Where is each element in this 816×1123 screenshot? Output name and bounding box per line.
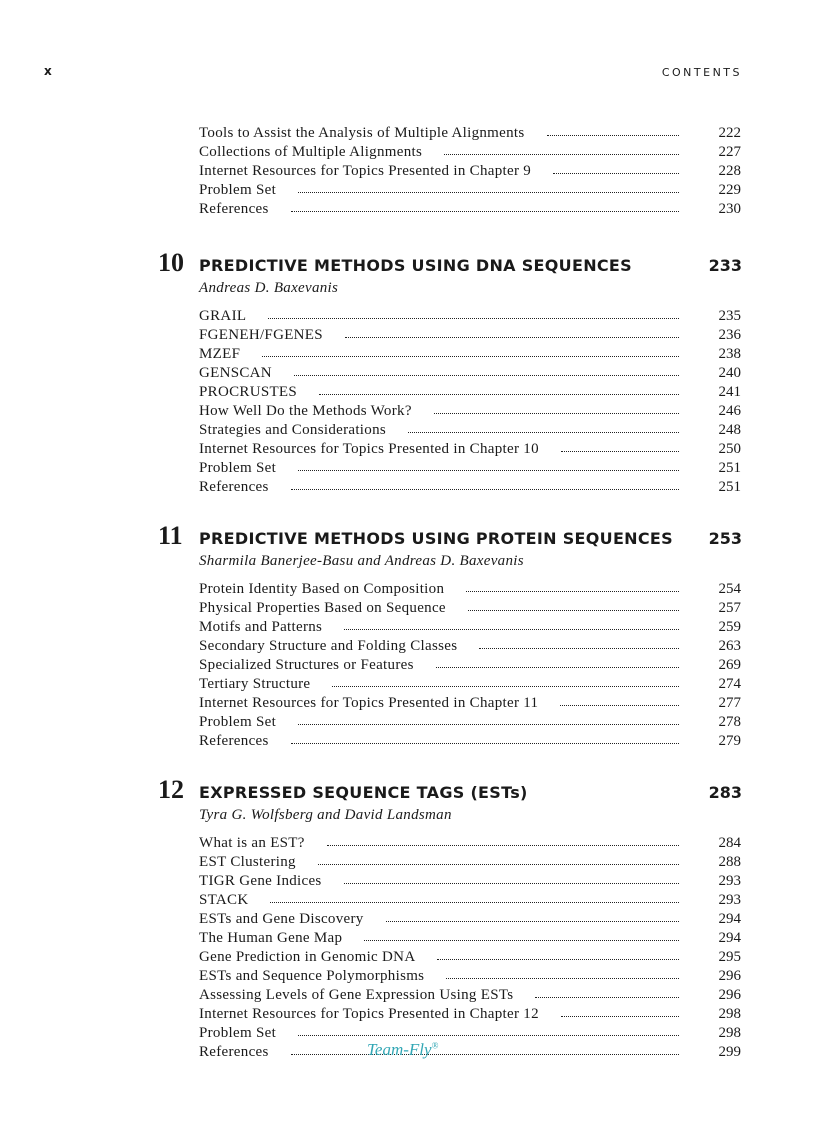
toc-entry-title: Internet Resources for Topics Presented in Chapter 10 (199, 441, 539, 457)
toc-entry-title: PROCRUSTES (199, 384, 298, 400)
dot-leader (434, 410, 679, 414)
dot-leader (268, 315, 679, 319)
toc-entry-page: 269 (718, 657, 741, 673)
toc-entry[interactable] (199, 479, 741, 498)
dot-leader (553, 170, 679, 174)
toc-entry-title: Problem Set (199, 182, 277, 198)
chapter-title: EXPRESSED SEQUENCE TAGS (ESTs) (199, 783, 528, 802)
dot-leader (466, 588, 679, 592)
toc-entry-page: 228 (718, 163, 741, 179)
toc-entry[interactable] (199, 892, 741, 911)
toc-entry[interactable] (199, 638, 741, 657)
toc-entry[interactable] (199, 911, 741, 930)
toc-entry-title: Tools to Assist the Analysis of Multiple Alignments (199, 125, 525, 141)
dot-leader (270, 899, 679, 903)
dot-leader (291, 208, 679, 212)
dot-leader (298, 189, 679, 193)
chapter-heading[interactable] (0, 775, 816, 807)
toc-entry[interactable] (199, 581, 741, 600)
toc-entry-page: 296 (718, 987, 741, 1003)
toc-entry[interactable] (199, 308, 741, 327)
dot-leader (262, 353, 679, 357)
dot-leader (364, 937, 679, 941)
toc-entry-title: Secondary Structure and Folding Classes (199, 638, 458, 654)
toc-entry-title: ESTs and Gene Discovery (199, 911, 364, 927)
dot-leader (345, 334, 679, 338)
dot-leader (437, 956, 679, 960)
toc-entry-title: Gene Prediction in Genomic DNA (199, 949, 416, 965)
registered-mark: ® (431, 1040, 439, 1051)
toc-entry[interactable] (199, 676, 741, 695)
toc-entry-page: 240 (718, 365, 741, 381)
toc-entry-page: 294 (718, 930, 741, 946)
toc-entry-page: 236 (718, 327, 741, 343)
intro-entries (0, 125, 816, 220)
toc-entry-page: 274 (718, 676, 741, 692)
toc-entry-title: Assessing Levels of Gene Expression Using ESTs (199, 987, 514, 1003)
toc-entry-page: 235 (718, 308, 741, 324)
chapter-page: 233 (708, 256, 742, 275)
toc-entry[interactable] (199, 600, 741, 619)
chapter-number: 12 (158, 775, 184, 804)
toc-entry-title: What is an EST? (199, 835, 305, 851)
toc-entry-page: 277 (718, 695, 741, 711)
chapter-page: 283 (708, 783, 742, 802)
chapter-authors: Tyra G. Wolfsberg and David Landsman (199, 807, 452, 823)
dot-leader (298, 721, 679, 725)
toc-entry-title: References (199, 479, 269, 495)
chapter-10 (0, 248, 816, 498)
toc-entry-title: Strategies and Considerations (199, 422, 387, 438)
toc-entry[interactable] (199, 163, 741, 182)
chapter-title: PREDICTIVE METHODS USING DNA SEQUENCES (199, 256, 632, 275)
dot-leader (298, 467, 679, 471)
dot-leader (535, 994, 679, 998)
chapter-12 (0, 775, 816, 1063)
toc-entry[interactable] (199, 460, 741, 479)
toc-entry[interactable] (199, 1006, 741, 1025)
toc-entry-page: 293 (718, 873, 741, 889)
toc-entry-title: Problem Set (199, 1025, 277, 1041)
toc-entry-page: 222 (718, 125, 741, 141)
dot-leader (318, 861, 679, 865)
toc-entry-title: References (199, 1044, 269, 1060)
toc-entry-title: Tertiary Structure (199, 676, 311, 692)
dot-leader (344, 626, 679, 630)
toc-entry[interactable] (199, 1025, 741, 1044)
toc-entry-title: References (199, 201, 269, 217)
toc-entry[interactable] (199, 403, 741, 422)
toc-entry-page: 230 (718, 201, 741, 217)
dot-leader (291, 486, 679, 490)
toc-entry-page: 251 (718, 460, 741, 476)
watermark-text: Team-Fly (367, 1040, 432, 1059)
dot-leader (327, 842, 679, 846)
toc-entry-page: 294 (718, 911, 741, 927)
toc-entry-page: 263 (718, 638, 741, 654)
chapter-11 (0, 521, 816, 752)
toc-entry-page: 278 (718, 714, 741, 730)
toc-entry-page: 254 (718, 581, 741, 597)
toc-entry-page: 259 (718, 619, 741, 635)
toc-entry[interactable] (199, 873, 741, 892)
toc-entry-page: 295 (718, 949, 741, 965)
toc-entry-page: 299 (718, 1044, 741, 1060)
toc-entry-title: Problem Set (199, 460, 277, 476)
toc-entry-page: 284 (718, 835, 741, 851)
toc-entry[interactable] (199, 930, 741, 949)
toc-entry-page: 298 (718, 1006, 741, 1022)
dot-leader (291, 740, 679, 744)
chapter-page: 253 (708, 529, 742, 548)
dot-leader (479, 645, 679, 649)
toc-entry[interactable] (199, 695, 741, 714)
toc-entry[interactable] (199, 835, 741, 854)
toc-entry-page: 229 (718, 182, 741, 198)
toc-entry-title: Collections of Multiple Alignments (199, 144, 423, 160)
toc-entry[interactable] (199, 125, 741, 144)
toc-entry-page: 279 (718, 733, 741, 749)
dot-leader (386, 918, 679, 922)
chapter-number: 11 (158, 521, 183, 550)
dot-leader (561, 448, 679, 452)
chapter-number: 10 (158, 248, 184, 277)
toc-entry[interactable] (199, 144, 741, 163)
dot-leader (446, 975, 679, 979)
toc-entry-title: FGENEH/FGENES (199, 327, 323, 343)
toc-entry[interactable] (199, 949, 741, 968)
toc-entry-page: 241 (718, 384, 741, 400)
toc-entry-page: 248 (718, 422, 741, 438)
toc-entry-title: ESTs and Sequence Polymorphisms (199, 968, 425, 984)
toc-entry[interactable] (199, 714, 741, 733)
dot-leader (319, 391, 679, 395)
toc-entry-title: Problem Set (199, 714, 277, 730)
toc-entry[interactable] (199, 201, 741, 220)
toc-entry-title: TIGR Gene Indices (199, 873, 322, 889)
toc-entry-page: 246 (718, 403, 741, 419)
toc-entry-page: 296 (718, 968, 741, 984)
toc-entry-title: STACK (199, 892, 249, 908)
toc-entry[interactable] (199, 968, 741, 987)
toc-entry[interactable] (199, 422, 741, 441)
running-head: CONTENTS (661, 66, 742, 79)
toc-entry[interactable] (199, 733, 741, 752)
toc-entry-title: Physical Properties Based on Sequence (199, 600, 446, 616)
toc-entry[interactable] (199, 327, 741, 346)
toc-entry-page: 298 (718, 1025, 741, 1041)
toc-entry-page: 257 (718, 600, 741, 616)
toc-entry[interactable] (199, 441, 741, 460)
dot-leader (560, 702, 679, 706)
toc-entry[interactable] (199, 657, 741, 676)
dot-leader (561, 1013, 679, 1017)
dot-leader (444, 151, 679, 155)
toc-entry-title: MZEF (199, 346, 241, 362)
toc-entry-page: 250 (718, 441, 741, 457)
toc-entry-page: 293 (718, 892, 741, 908)
toc-entry-title: Internet Resources for Topics Presented in Chapter 11 (199, 695, 539, 711)
toc-entry[interactable] (199, 1044, 741, 1063)
toc-entry-title: How Well Do the Methods Work? (199, 403, 412, 419)
chapter-authors: Andreas D. Baxevanis (199, 280, 339, 296)
toc-entry-page: 238 (718, 346, 741, 362)
toc-entry-title: Internet Resources for Topics Presented in Chapter 9 (199, 163, 532, 179)
team-fly-watermark (367, 1040, 438, 1060)
dot-leader (291, 1051, 679, 1055)
toc-entry-title: The Human Gene Map (199, 930, 343, 946)
toc-entry-title: Specialized Structures or Features (199, 657, 414, 673)
dot-leader (298, 1032, 679, 1036)
chapter-authors: Sharmila Banerjee-Basu and Andreas D. Baxevanis (199, 553, 524, 569)
chapter-heading[interactable] (0, 248, 816, 280)
toc-entry-page: 227 (718, 144, 741, 160)
dot-leader (468, 607, 679, 611)
dot-leader (547, 132, 679, 136)
toc-entry-title: References (199, 733, 269, 749)
toc-entry[interactable] (199, 987, 741, 1006)
toc-entry[interactable] (199, 365, 741, 384)
chapter-heading[interactable] (0, 521, 816, 553)
toc-entry-title: GRAIL (199, 308, 247, 324)
toc-entry[interactable] (199, 182, 741, 201)
toc-entry[interactable] (199, 619, 741, 638)
toc-entry[interactable] (199, 346, 741, 365)
dot-leader (408, 429, 679, 433)
toc-entry[interactable] (199, 854, 741, 873)
toc-entry-title: Internet Resources for Topics Presented in Chapter 12 (199, 1006, 539, 1022)
toc-entry[interactable] (199, 384, 741, 403)
dot-leader (436, 664, 679, 668)
toc-entry-title: Protein Identity Based on Composition (199, 581, 445, 597)
dot-leader (294, 372, 679, 376)
toc-entry-title: GENSCAN (199, 365, 272, 381)
page-number: x (44, 64, 53, 78)
dot-leader (332, 683, 679, 687)
toc-entry-page: 288 (718, 854, 741, 870)
toc-entry-title: EST Clustering (199, 854, 296, 870)
chapter-title: PREDICTIVE METHODS USING PROTEIN SEQUENCES (199, 529, 673, 548)
dot-leader (344, 880, 679, 884)
toc-entry-title: Motifs and Patterns (199, 619, 323, 635)
toc-entry-page: 251 (718, 479, 741, 495)
